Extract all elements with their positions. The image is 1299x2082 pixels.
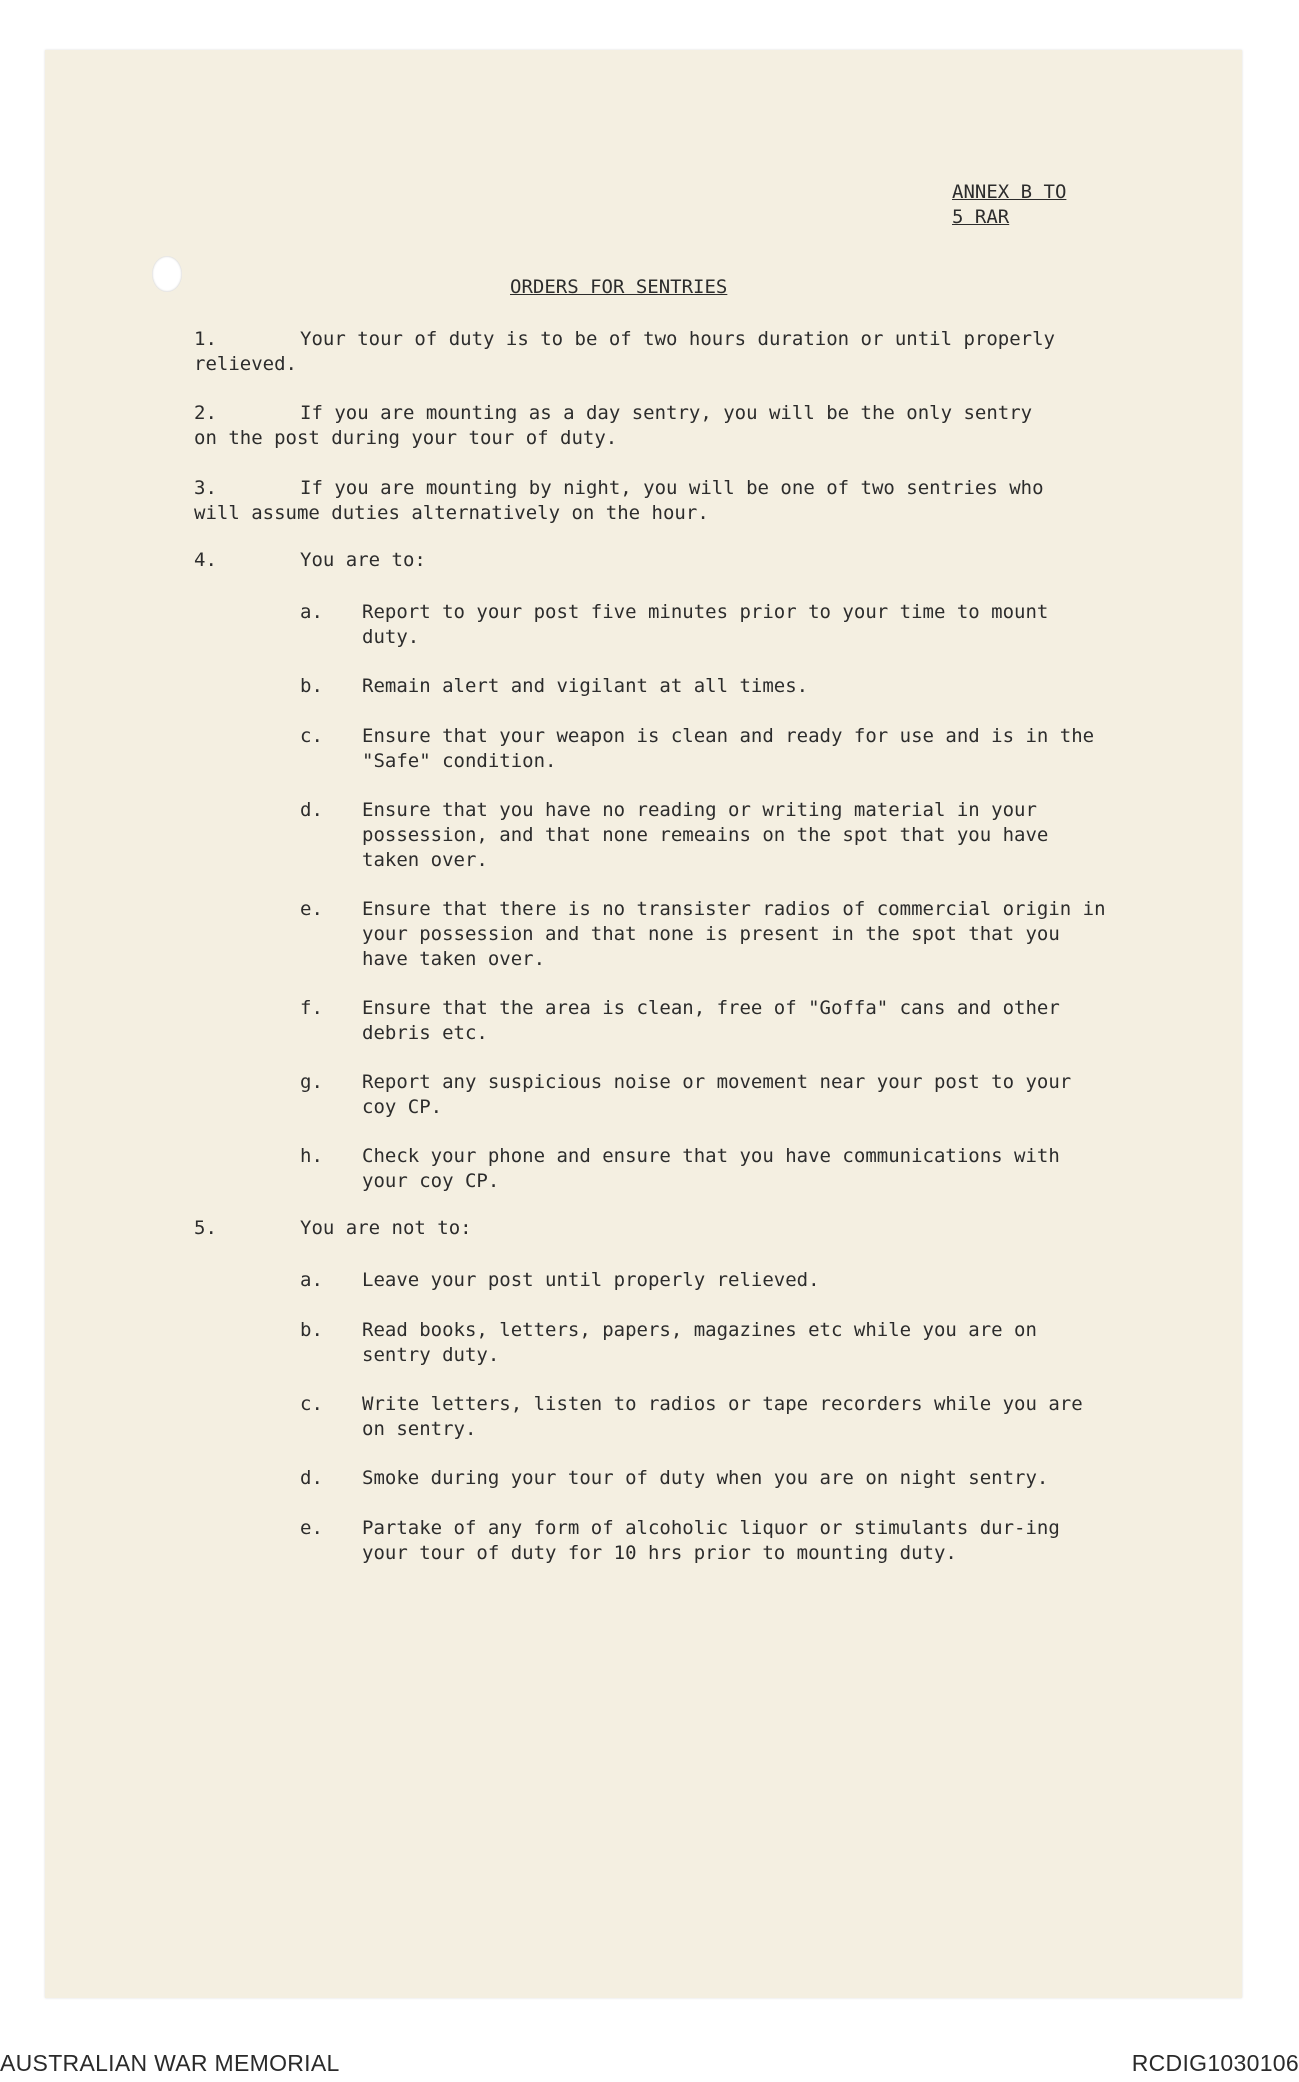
item-text: Ensure that the area is clean, free of "Goffa" cans and other debris etc. [362, 997, 1060, 1044]
list-item [300, 600, 1110, 650]
item-letter: h. [300, 1145, 323, 1167]
item-letter: a. [300, 601, 323, 623]
paragraph-text: If you are mounting by night, you will be one of two sentries who [300, 477, 1044, 499]
paragraph-text: If you are mounting as a day sentry, you will be the only sentry [300, 402, 1033, 424]
item-text: Report any suspicious noise or movement near your post to your coy CP. [362, 1071, 1072, 1118]
section-heading: You are to: [300, 549, 426, 571]
list-item [300, 1268, 1110, 1293]
annex-line-1: ANNEX B TO [952, 181, 1067, 203]
item-text: Ensure that there is no transister radios of commercial origin in your possession and that none is present in the spot that you have taken over. [362, 898, 1106, 970]
item-letter: f. [300, 997, 323, 1019]
list-item [300, 1466, 1110, 1491]
paragraph-3 [194, 476, 1114, 526]
item-text: Write letters, listen to radios or tape recorders while you are on sentry. [362, 1393, 1083, 1440]
list-item [300, 1516, 1110, 1566]
footer-record-id: RCDIG1030106 [1131, 2050, 1299, 2076]
item-letter: e. [300, 898, 323, 920]
paragraph-continuation: relieved. [194, 353, 297, 375]
item-letter: d. [300, 1467, 323, 1489]
paragraph-text: Your tour of duty is to be of two hours duration or until properly [300, 328, 1055, 350]
paragraph-continuation: will assume duties alternatively on the hour. [194, 502, 709, 524]
item-letter: c. [300, 725, 323, 747]
item-letter: b. [300, 1319, 323, 1341]
item-text: Check your phone and ensure that you have communications with your coy CP. [362, 1145, 1060, 1192]
document-title: ORDERS FOR SENTRIES [510, 276, 728, 298]
paragraph-number: 2. [194, 402, 217, 424]
item-text: Ensure that your weapon is clean and ready for use and is in the "Safe" condition. [362, 725, 1095, 772]
item-text: Leave your post until properly relieved. [362, 1269, 820, 1291]
paragraph-1 [194, 327, 1114, 377]
list-item [300, 897, 1110, 972]
section-number: 4. [194, 549, 217, 571]
list-item [300, 1318, 1110, 1368]
item-letter: a. [300, 1269, 323, 1291]
item-text: Read books, letters, papers, magazines etc while you are on sentry duty. [362, 1319, 1037, 1366]
list-item [300, 674, 1110, 699]
section-5-heading [194, 1216, 472, 1241]
list-item [300, 724, 1110, 774]
list-item [300, 996, 1110, 1046]
item-letter: b. [300, 675, 323, 697]
list-item [300, 1070, 1110, 1120]
list-item [300, 1144, 1110, 1194]
item-text: Remain alert and vigilant at all times. [362, 675, 809, 697]
item-text: Smoke during your tour of duty when you are on night sentry. [362, 1467, 1049, 1489]
section-number: 5. [194, 1217, 217, 1239]
item-text: Ensure that you have no reading or writing material in your possession, and that none remeains on the spot that you have taken over. [362, 799, 1049, 871]
section-4-heading [194, 548, 426, 573]
item-text: Partake of any form of alcoholic liquor or stimulants dur-ing your tour of duty for 10 hrs prior to mounting duty. [362, 1517, 1060, 1564]
item-letter: g. [300, 1071, 323, 1093]
item-letter: c. [300, 1393, 323, 1415]
paragraph-number: 1. [194, 328, 217, 350]
footer-archive-name: AUSTRALIAN WAR MEMORIAL [0, 2050, 340, 2076]
punch-hole [152, 256, 182, 292]
item-text: Report to your post five minutes prior to your time to mount duty. [362, 601, 1049, 648]
paragraph-continuation: on the post during your tour of duty. [194, 427, 618, 449]
list-item [300, 1392, 1110, 1442]
annex-line-2: 5 RAR [952, 206, 1010, 228]
item-letter: e. [300, 1517, 323, 1539]
paragraph-number: 3. [194, 477, 217, 499]
annex-reference [952, 180, 1066, 230]
list-item [300, 798, 1110, 873]
item-letter: d. [300, 799, 323, 821]
section-heading: You are not to: [300, 1217, 472, 1239]
paragraph-2 [194, 401, 1114, 451]
